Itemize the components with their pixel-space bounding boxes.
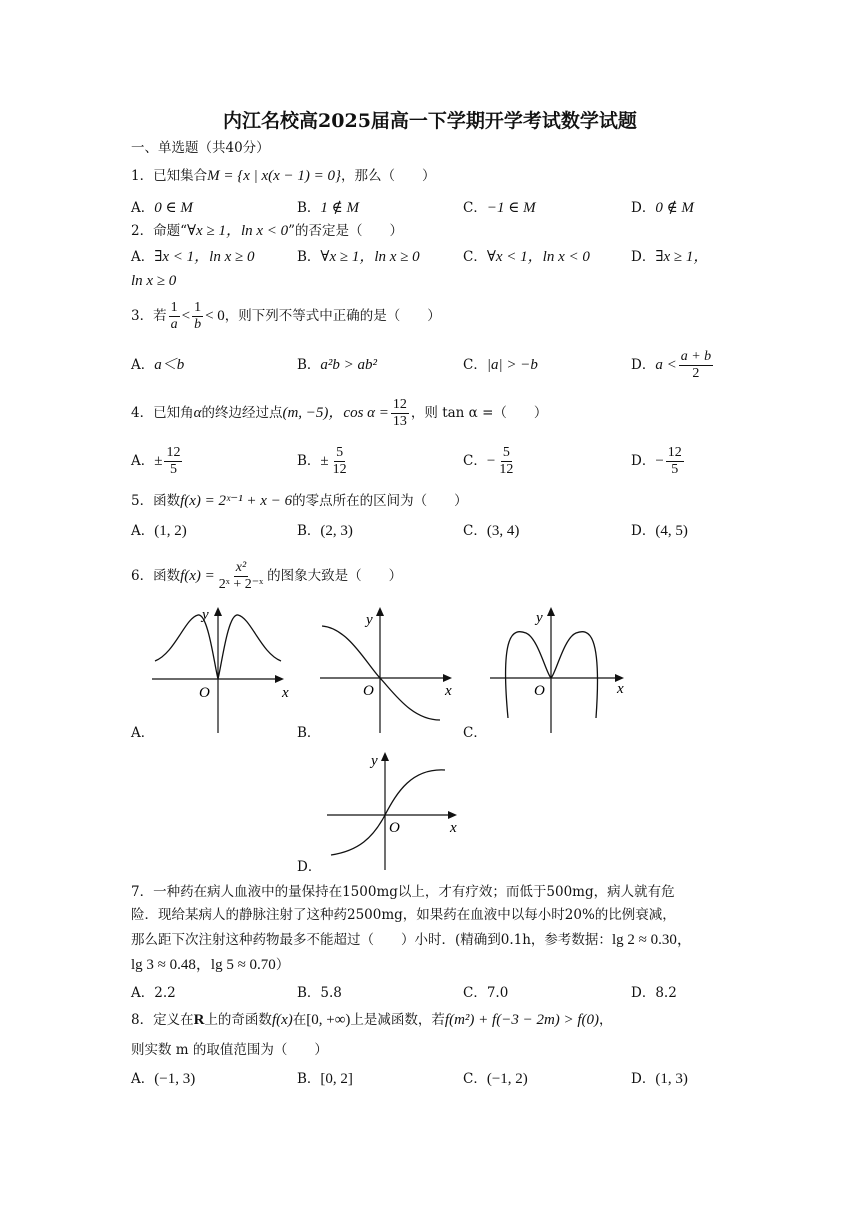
graph-c-y-label: y: [536, 610, 543, 626]
q1-option-a: A．0 ∈ M: [131, 200, 193, 216]
q4-option-d: D．− $\frac{12}{5}$: [631, 445, 682, 477]
q7-line-2: 险．现给某病人的静脉注射了这种药2500mg，如果药在血液中以每小时20%的比例衰减，: [131, 907, 676, 923]
q5-option-a: A．(1, 2): [131, 523, 187, 539]
q3-stem: 3．若 $\frac{1}{a}$ < $\frac{1}{b}$ < 0，则下列不等式中正确的是（ ）: [131, 300, 441, 332]
q8-option-a: A．(−1, 3): [131, 1071, 196, 1087]
graph-d-y-label: y: [371, 753, 378, 769]
q7-line-3: 那么距下次注射这种药物最多不能超过（ ）小时．(精确到0.1h，参考数据：lg 2 ≈ 0.30，: [131, 932, 692, 948]
q6-stem: 6．函数f(x) = $\frac{\text{x²}}{\text{2ˣ + 2⁻ˣ}}$ 的图象大致是（ ）: [131, 560, 403, 592]
q4-option-b: B．± $\frac{5}{12}$: [297, 445, 347, 477]
graph-c-x-label: x: [617, 681, 624, 697]
section-heading: 一、单选题（共40分）: [131, 140, 270, 156]
q7-option-b: B．5.8: [297, 985, 342, 1001]
q6-option-a: A．: [131, 725, 155, 741]
q8-stem: 8．定义在R上的奇函数f(x)在[0, +∞)上是减函数，若f(m²) + f(−3 − 2m) > f(0)，: [131, 1012, 613, 1028]
graph-d-x-label: x: [450, 820, 457, 836]
q2-stem: 2．命题“∀x ≥ 1，ln x < 0”的否定是（ ）: [131, 223, 404, 239]
q6-graph-a: [150, 603, 295, 738]
q2-option-d: D．∃x ≥ 1，: [631, 249, 709, 265]
q1-stem: 1．已知集合M = {x | x(x − 1) = 0}，那么（ ）: [131, 168, 436, 184]
q7-line-1: 7．一种药在病人血液中的量保持在1500mg以上，才有疗效；而低于500mg，病人就有危: [131, 884, 675, 900]
q7-option-c: C．7.0: [463, 985, 509, 1001]
q3-option-a: A．a＜b: [131, 357, 185, 373]
graph-b-x-label: x: [445, 683, 452, 699]
q3-option-d: D．a < $\frac{a + b}{2}$: [631, 349, 712, 381]
graph-a-origin: O: [199, 685, 210, 701]
q6-option-b: B．: [297, 725, 321, 741]
q3-option-c: C．|a| > −b: [463, 357, 538, 373]
q1-option-c: C．−1 ∈ M: [463, 200, 536, 216]
q8-stem-line-2: 则实数 m 的取值范围为（ ）: [131, 1042, 328, 1058]
q8-option-c: C．(−1, 2): [463, 1071, 528, 1087]
q4-option-c: C．− $\frac{5}{12}$: [463, 445, 514, 477]
graph-c-origin: O: [534, 683, 545, 699]
q3-option-b: B．a²b > ab²: [297, 357, 378, 373]
graph-a-x-label: x: [282, 685, 289, 701]
q6-option-c: C．: [463, 725, 487, 741]
q2-option-c: C．∀x < 1，ln x < 0: [463, 249, 590, 265]
q6-graph-b: [318, 603, 463, 738]
q4-stem: 4．已知角α的终边经过点(m, −5)，cos α = $\frac{12}{13}$ ，则 tan α =（ ）: [131, 397, 548, 429]
q6-graph-d: [323, 748, 468, 873]
q5-stem: 5．函数f(x) = 2ˣ⁻¹ + x − 6的零点所在的区间为（ ）: [131, 493, 468, 509]
q5-option-d: D．(4, 5): [631, 523, 688, 539]
q7-line-4: lg 3 ≈ 0.48，lg 5 ≈ 0.70）: [131, 957, 290, 973]
q7-option-d: D．8.2: [631, 985, 677, 1001]
q8-option-d: D．(1, 3): [631, 1071, 688, 1087]
q8-option-b: B．[0, 2]: [297, 1071, 353, 1087]
q6-option-d: D．: [297, 859, 322, 875]
q2-option-a: A．∃x < 1，ln x ≥ 0: [131, 249, 255, 265]
graph-b-origin: O: [363, 683, 374, 699]
q2-option-b: B．∀x ≥ 1，ln x ≥ 0: [297, 249, 420, 265]
q4-option-a: A．± $\frac{12}{5}$: [131, 445, 181, 477]
graph-a-y-label: y: [202, 607, 209, 623]
q1-option-d: D．0 ∉ M: [631, 200, 694, 216]
q2-option-d-continued: ln x ≥ 0: [131, 273, 177, 289]
q6-graph-c: [488, 603, 633, 738]
page-title: 内江名校高2025届高一下学期开学考试数学试题: [223, 110, 637, 132]
q1-option-b: B．1 ∉ M: [297, 200, 360, 216]
q7-option-a: A．2.2: [131, 985, 176, 1001]
graph-b-y-label: y: [366, 612, 373, 628]
q5-option-b: B．(2, 3): [297, 523, 353, 539]
graph-d-origin: O: [389, 820, 400, 836]
q5-option-c: C．(3, 4): [463, 523, 520, 539]
